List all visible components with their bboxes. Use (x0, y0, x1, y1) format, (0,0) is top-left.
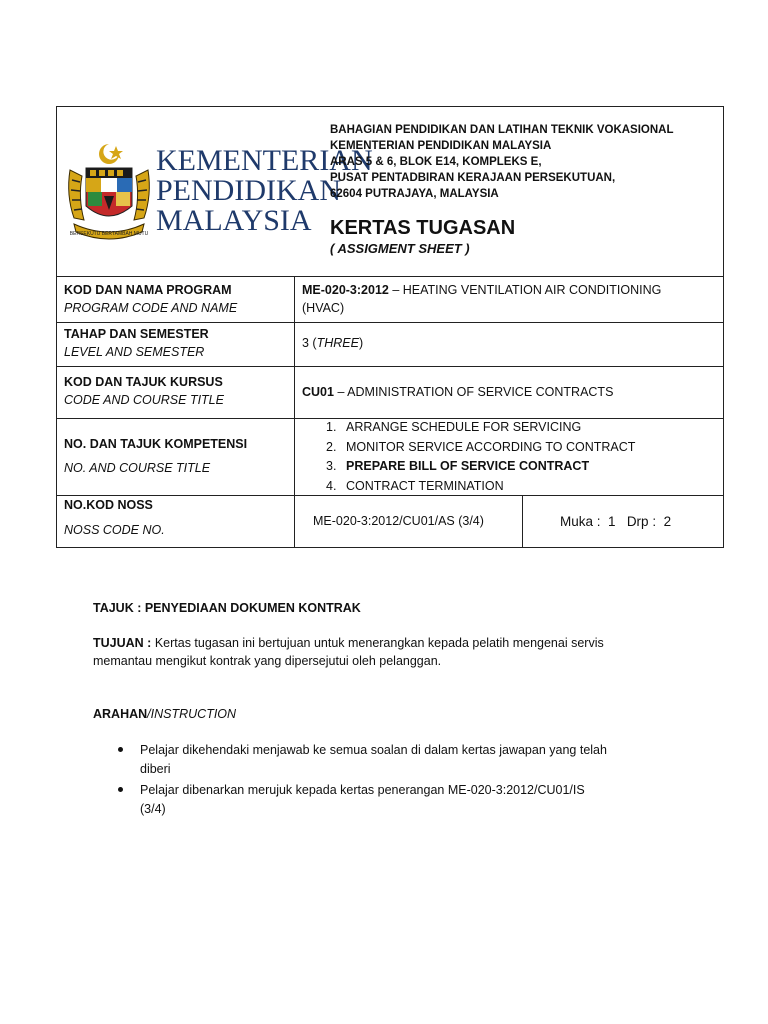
arahan-label-en: /INSTRUCTION (147, 707, 237, 721)
course-label-en: CODE AND COURSE TITLE (64, 393, 224, 407)
divider (294, 276, 295, 548)
instruction-item: Pelajar dikehendaki menjawab ke semua soalan di dalam kertas jawapan yang telah (140, 743, 607, 757)
competency-item (326, 418, 635, 438)
page-indicator (560, 514, 671, 529)
item-text: CONTRACT TERMINATION (346, 478, 504, 493)
bullet-icon (118, 747, 123, 752)
sheet-subtitle: ( ASSIGMENT SHEET ) (330, 241, 470, 256)
arahan-heading (93, 705, 236, 723)
address-line: BAHAGIAN PENDIDIKAN DAN LATIHAN TEKNIK VOKASIONAL (330, 124, 674, 136)
item-text: ARRANGE SCHEDULE FOR SERVICING (346, 420, 582, 434)
address-line: KEMENTERIAN PENDIDIKAN MALAYSIA (330, 140, 552, 152)
course-label: KOD DAN TAJUK KURSUS (64, 375, 223, 389)
course-code: CU01 (302, 385, 334, 399)
arahan-label: ARAHAN (93, 707, 148, 721)
competency-label: NO. DAN TAJUK KOMPETENSI (64, 437, 248, 451)
level-value (302, 336, 363, 350)
item-text: MONITOR SERVICE ACCORDING TO CONTRACT (346, 439, 636, 454)
competency-item (326, 477, 635, 497)
level-label-en: LEVEL AND SEMESTER (64, 345, 205, 359)
level-paren: ) (358, 336, 364, 350)
divider (56, 366, 724, 367)
sheet-title: KERTAS TUGASAN (330, 217, 516, 239)
wordmark-line-2: PENDIDIKAN (156, 174, 341, 207)
level-number: 3 ( (302, 336, 317, 350)
total-pages: 2 (663, 514, 672, 529)
competency-label-en: NO. AND COURSE TITLE (64, 461, 211, 475)
wordmark-line-1: KEMENTERIAN (156, 144, 373, 177)
svg-text:BERSEKUTU BERTAMBAH MUTU: BERSEKUTU BERTAMBAH MUTU (69, 231, 149, 237)
level-word: THREE (316, 336, 359, 350)
program-label: KOD DAN NAMA PROGRAM (64, 283, 232, 297)
page-label: Muka : (560, 514, 601, 529)
noss-code: ME-020-3:2012/CU01/AS (3/4) (313, 514, 484, 528)
address-line: 62604 PUTRAJAYA, MALAYSIA (330, 188, 499, 200)
item-number: 2. (326, 439, 337, 454)
divider (522, 495, 523, 548)
competency-list (326, 418, 635, 496)
noss-label-en: NOSS CODE NO. (64, 523, 165, 537)
address-line: ARAS 5 & 6, BLOK E14, KOMPLEKS E, (330, 156, 542, 168)
program-label-en: PROGRAM CODE AND NAME (64, 301, 238, 315)
competency-item (326, 457, 635, 477)
page-number: 1 (608, 514, 616, 529)
item-number: 3. (326, 459, 337, 473)
program-value (302, 283, 661, 297)
program-name: – HEATING VENTILATION AIR CONDITIONING (388, 283, 662, 297)
divider (56, 322, 724, 323)
address-line: PUSAT PENTADBIRAN KERAJAAN PERSEKUTUAN, (330, 172, 616, 184)
tujuan-paragraph (93, 634, 604, 652)
tajuk-heading: TAJUK : PENYEDIAAN DOKUMEN KONTRAK (93, 601, 361, 615)
total-label: Drp : (626, 514, 657, 529)
level-label: TAHAP DAN SEMESTER (64, 327, 209, 341)
wordmark-line-3: MALAYSIA (156, 204, 312, 237)
ministry-wordmark (156, 206, 312, 236)
address-block (330, 122, 674, 202)
competency-item (326, 438, 635, 458)
course-value (302, 385, 613, 399)
program-code: ME-020-3:2012 (302, 283, 389, 297)
tujuan-paragraph-cont: memantau mengikut kontrak yang dipersejutui oleh pelanggan. (93, 654, 442, 668)
bullet-icon (118, 787, 123, 792)
instruction-item-cont: diberi (140, 762, 171, 776)
noss-label: NO.KOD NOSS (64, 498, 153, 512)
item-text: PREPARE BILL OF SERVICE CONTRACT (346, 459, 590, 473)
course-title: – ADMINISTRATION OF SERVICE CONTRACTS (333, 385, 614, 399)
coat-of-arms-icon (64, 140, 154, 244)
tujuan-text: Kertas tugasan ini bertujuan untuk menerangkan kepada pelatih mengenai servis (151, 636, 604, 650)
item-number: 1. (326, 420, 337, 434)
ministry-wordmark (156, 176, 341, 206)
program-value-cont: (HVAC) (302, 301, 345, 315)
instruction-item-cont: (3/4) (140, 802, 166, 816)
tujuan-label: TUJUAN : (93, 636, 152, 650)
item-number: 4. (326, 478, 337, 493)
divider (56, 276, 724, 277)
instruction-item: Pelajar dibenarkan merujuk kepada kertas penerangan ME-020-3:2012/CU01/IS (140, 783, 585, 797)
